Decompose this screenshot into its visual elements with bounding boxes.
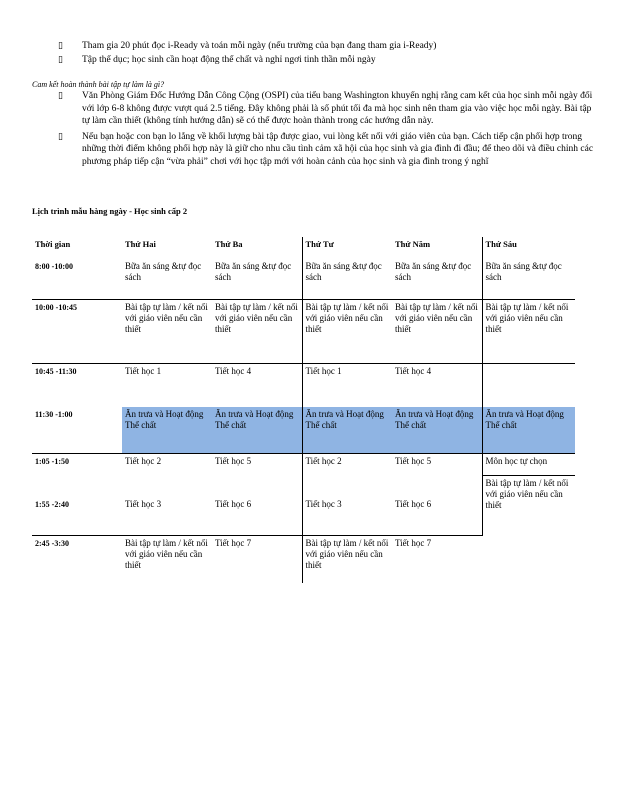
table-cell: Bữa ăn sáng &tự đọc sách bbox=[302, 259, 392, 299]
time-cell: 10:00 -10:45 bbox=[32, 299, 122, 363]
table-cell: Tiết học 4 bbox=[392, 363, 482, 407]
header-time: Thời gian bbox=[35, 239, 71, 249]
table-cell: Bài tập tự làm / kết nối với giáo viên nếu cần thiết bbox=[122, 535, 212, 583]
table-cell: Bữa ăn sáng &tự đọc sách bbox=[482, 259, 575, 299]
table-cell: Bài tập tự làm / kết nối với giáo viên nếu cần thiết bbox=[482, 475, 575, 535]
table-cell bbox=[482, 363, 575, 407]
table-cell: Tiết học 2 bbox=[122, 453, 212, 475]
table-cell: Tiết học 6 bbox=[395, 499, 432, 510]
table-cell: Tiết học 5 bbox=[212, 453, 302, 475]
table-cell: Bữa ăn sáng &tự đọc sách bbox=[125, 261, 202, 282]
time-cell: 11:30 -1:00 bbox=[35, 410, 73, 419]
table-cell: Tiết học 1 bbox=[302, 363, 392, 407]
table-cell: Tiết học 7 bbox=[392, 535, 482, 583]
bullet-text: Tham gia 20 phút đọc i-Ready và toán mỗi ngày (nếu trường của bạn đang tham gia i-Ready) bbox=[82, 41, 437, 51]
table-row bbox=[32, 259, 575, 299]
table-cell: Môn học tự chọn bbox=[482, 453, 575, 475]
schedule-table bbox=[32, 237, 575, 583]
table-row bbox=[32, 475, 575, 535]
time-cell: 8:00 -10:00 bbox=[35, 262, 73, 271]
table-cell: Tiết học 1 bbox=[122, 363, 212, 407]
table-header-row bbox=[32, 237, 575, 259]
bullet-icon: ▯ bbox=[58, 41, 63, 51]
table-cell: Bài tập tự làm / kết nối với giáo viên nếu cần thiết bbox=[212, 299, 302, 363]
time-cell: 2:45 -3:30 bbox=[32, 535, 122, 583]
bullet-icon: ▯ bbox=[58, 131, 63, 142]
table-cell: Tiết học 4 bbox=[212, 363, 302, 407]
table-cell: Ăn trưa và Hoạt động Thể chất bbox=[302, 407, 392, 453]
header-thursday: Thứ Năm bbox=[395, 239, 431, 249]
table-cell: Bữa ăn sáng &tự đọc sách bbox=[215, 261, 292, 282]
list-item bbox=[58, 131, 598, 169]
header-tuesday: Thứ Ba bbox=[215, 239, 243, 249]
table-cell: Bài tập tự làm / kết nối với giáo viên nếu cần thiết bbox=[302, 299, 392, 363]
table-row bbox=[32, 453, 575, 475]
top-bullet-list bbox=[58, 40, 598, 68]
list-item bbox=[58, 90, 598, 128]
table-cell: Ăn trưa và Hoạt động Thể chất bbox=[482, 407, 575, 453]
header-monday: Thứ Hai bbox=[125, 239, 156, 249]
time-cell: 1:05 -1:50 bbox=[32, 453, 122, 475]
header-wednesday: Thứ Tư bbox=[302, 237, 392, 259]
table-cell: Ăn trưa và Hoạt động Thể chất bbox=[212, 407, 302, 453]
bullet-icon: ▯ bbox=[58, 91, 63, 101]
table-row bbox=[32, 535, 575, 583]
table-cell: Bài tập tự làm / kết nối với giáo viên nếu cần thiết bbox=[122, 299, 212, 363]
table-cell: Tiết học 3 bbox=[125, 499, 162, 510]
table-cell bbox=[482, 535, 575, 583]
table-row-lunch bbox=[32, 407, 575, 453]
time-cell: 10:45 -11:30 bbox=[32, 363, 122, 407]
time-cell: 1:55 -2:40 bbox=[35, 500, 69, 510]
table-cell: Tiết học 6 bbox=[215, 499, 252, 510]
bullet-text: Nếu bạn hoặc con bạn lo lắng về khối lượng bài tập được giao, vui lòng kết nối với giáo viên của bạn. Cách tiếp cận phối hợp trong những thời điểm không phối hợp này là giữ cho nhu cầu tình cảm xã hội của học sinh và gia đình đi đầu; để theo dõi và điều chỉnh các phương pháp tiếp cận “vừa phải” chơi với học tập mới với hoàn cảnh của học sinh và gia đình trong ý nghĩ bbox=[82, 131, 594, 167]
table-cell: Ăn trưa và Hoạt động Thể chất bbox=[122, 407, 212, 453]
list-item bbox=[58, 40, 598, 53]
table-cell: Bài tập tự làm / kết nối với giáo viên nếu cần thiết bbox=[392, 299, 482, 363]
table-cell: Bài tập tự làm / kết nối với giáo viên nếu cần thiết bbox=[482, 299, 575, 363]
bullet-text: Văn Phòng Giám Đốc Hướng Dẫn Công Cộng (OSPI) của tiểu bang Washington khuyến nghị rằng cam kết của học sinh mỗi ngày đối với lớp 6-8 không được vượt quá 2.5 tiếng. Đây không phải là số phút tối đa mà học sinh nên tham gia vào việc học mỗi ngày. Bài tập tự làm cần thiết (không tính hướng dẫn) sẽ có thể được hoàn thành trong các hướng dẫn này. bbox=[82, 91, 593, 126]
section-question: Cam kết hoàn thành bài tập tự làm là gì? bbox=[32, 80, 165, 89]
header-friday: Thứ Sáu bbox=[482, 237, 575, 259]
mid-bullet-list bbox=[58, 90, 598, 171]
table-cell: Bài tập tự làm / kết nối với giáo viên nếu cần thiết bbox=[302, 535, 392, 583]
table-row bbox=[32, 363, 575, 407]
table-cell: Tiết học 3 bbox=[302, 475, 392, 535]
schedule-title: Lịch trình mẫu hàng ngày - Học sinh cấp 2 bbox=[32, 206, 188, 216]
list-item bbox=[58, 54, 598, 67]
table-row bbox=[32, 299, 575, 363]
bullet-text: Tập thể dục; học sinh cần hoạt động thể chất và nghỉ ngơi tinh thần mỗi ngày bbox=[82, 55, 376, 65]
table-cell: Ăn trưa và Hoạt động Thể chất bbox=[392, 407, 482, 453]
table-cell: Tiết học 2 bbox=[302, 453, 392, 475]
table-cell: Tiết học 7 bbox=[212, 535, 302, 583]
table-cell: Bữa ăn sáng &tự đọc sách bbox=[395, 261, 472, 282]
bullet-icon: ▯ bbox=[58, 55, 63, 65]
table-cell: Tiết học 5 bbox=[392, 453, 482, 475]
